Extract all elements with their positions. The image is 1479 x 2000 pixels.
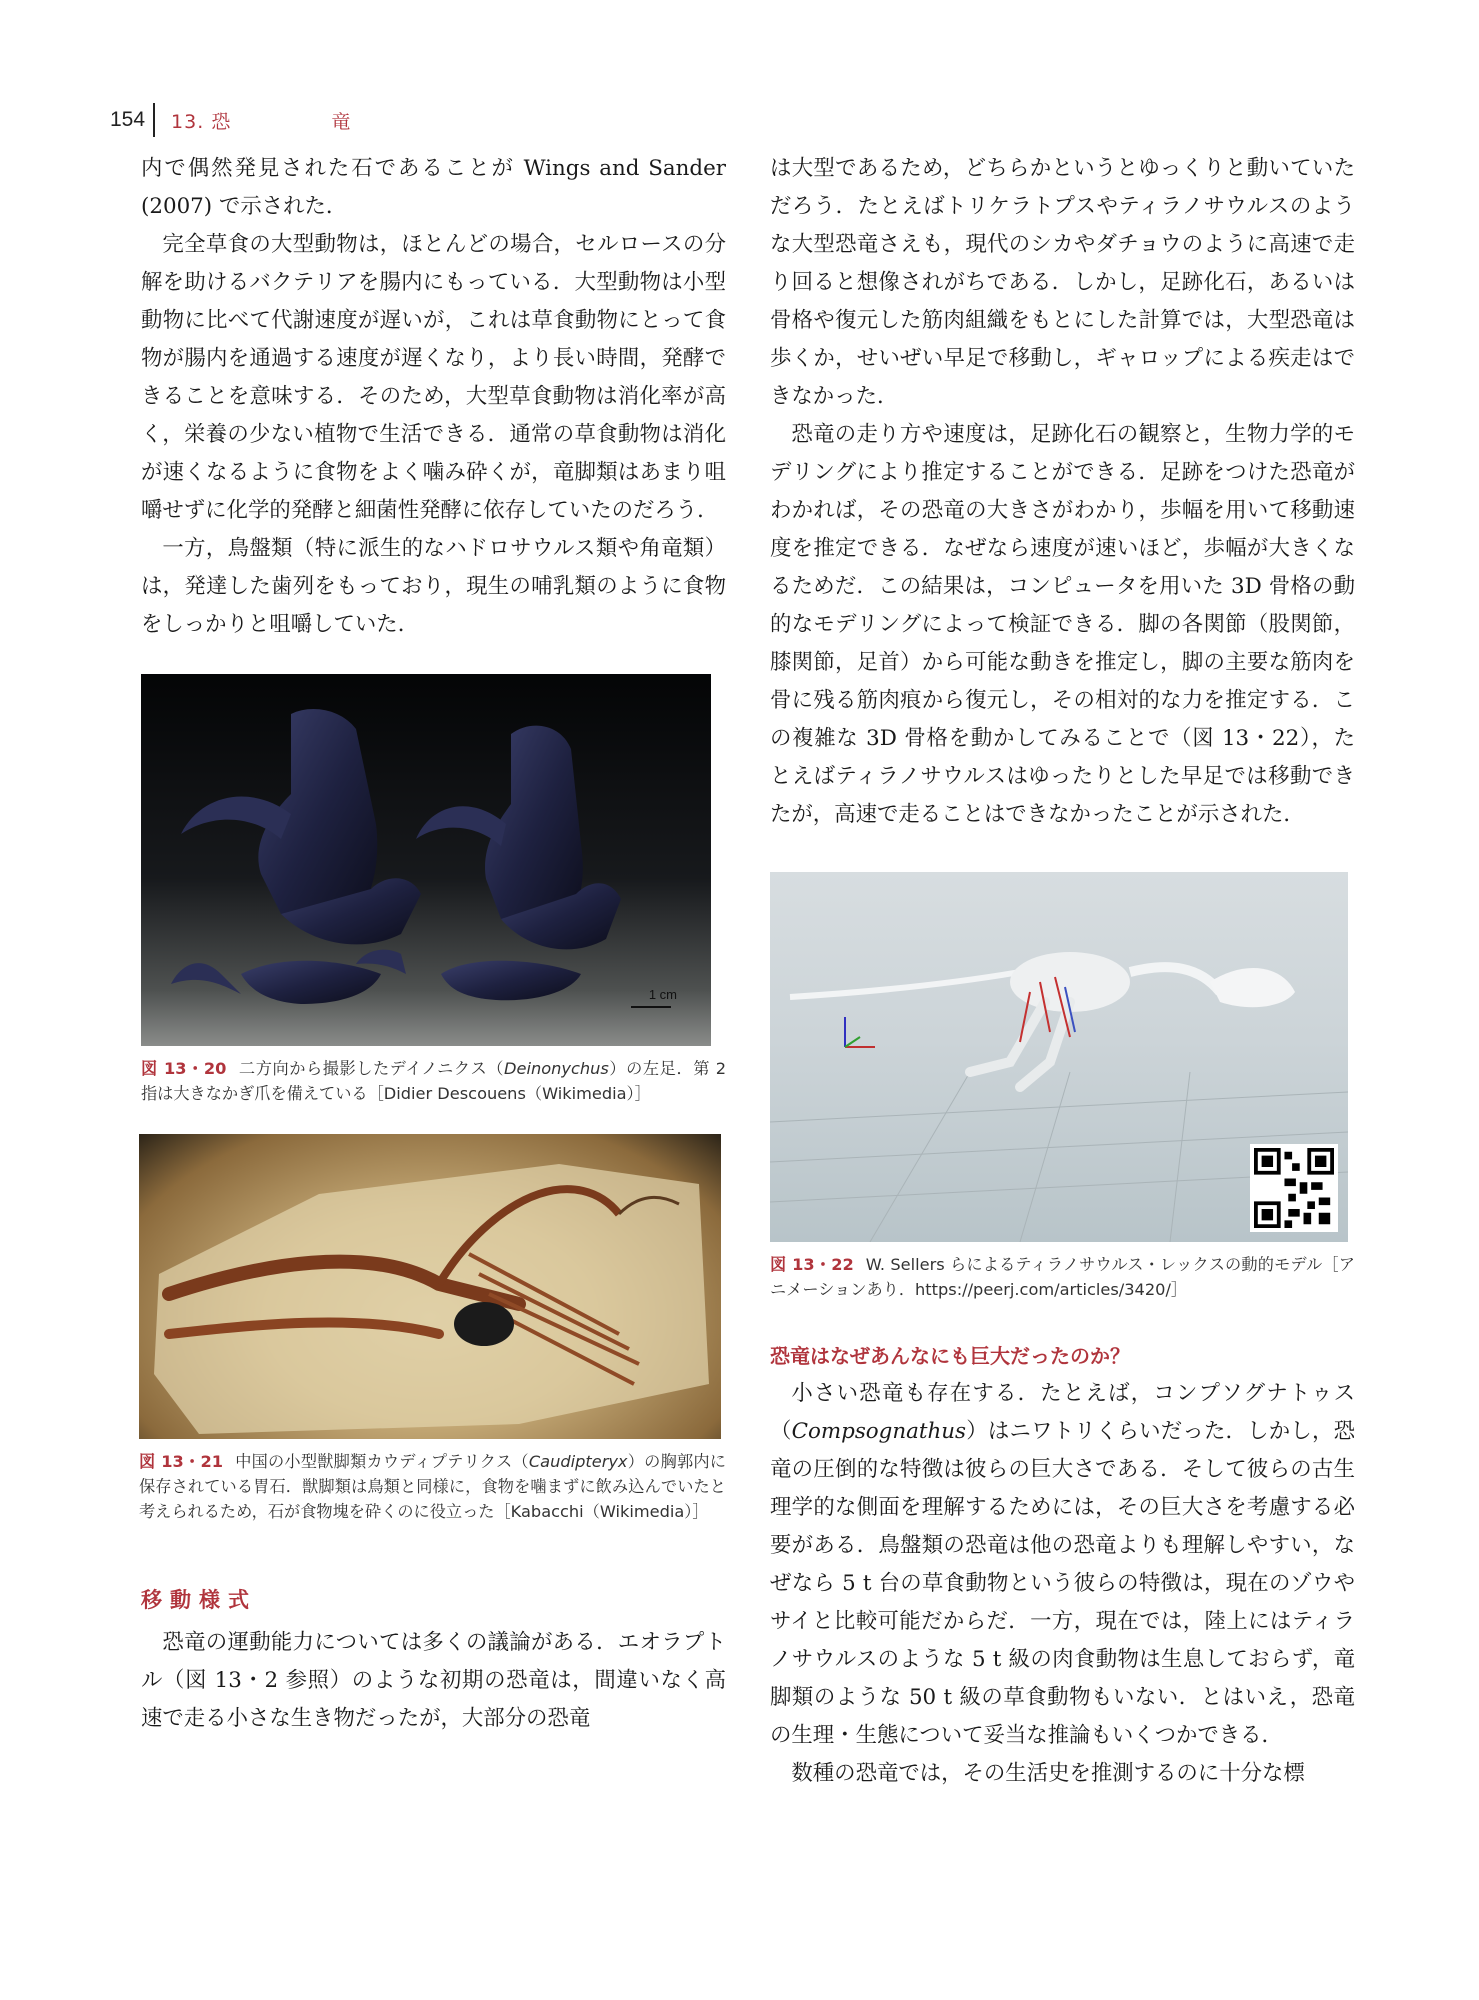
figure-caption: 図 13・20 二方向から撮影したデイノニクス（Deinonychus）の左足．第 2 指は大きなかぎ爪を備えている［Didier Descouens（Wikimedia）］	[141, 1059, 726, 1103]
page-number: 154	[110, 108, 146, 131]
deinonychus-foot-photo	[141, 674, 711, 1046]
claw-illustration	[141, 674, 711, 1046]
paragraph: 恐竜の走り方や速度は，足跡化石の観察と，生物力学的モデリングにより推定することができる．足跡をつけた恐竜がわかれば，その恐竜の大きさがわかり，歩幅を用いて移動速度を推定できる．なぜなら速度が速いほど，歩幅が大きくなるためだ．この結果は，コンピュータを用いた 3D 骨格の動的なモデリングによって検証できる．脚の各関節（股関節，膝関節，足首）から可能な動きを推定し，脚の主要な筋肉を骨に残る筋肉痕から復元し，その相対的な力を推定する．この複雑な 3D 骨格を動かしてみることで（図 13・22），たとえばティラノサウルスはゆったりとした早足では移動できたが，高速で走ることはできなかったことが示された．	[770, 422, 1355, 827]
figure-13-21	[139, 1134, 726, 1524]
left-column	[141, 150, 726, 1738]
paragraph: 恐竜の運動能力については多くの議論がある．エオラプトル（図 13・2 参照）のような初期の恐竜は，間違いなく高速で走る小さな生き物だったが，大部分の恐竜	[141, 1630, 726, 1731]
paragraph: 数種の恐竜では，その生活史を推測するのに十分な標	[791, 1761, 1305, 1786]
paragraph: 完全草食の大型動物は，ほとんどの場合，セルロースの分解を助けるバクテリアを腸内にもっている．大型動物は小型動物に比べて代謝速度が遅いが，これは草食動物にとって食物が腸内を通過する速度が遅くなり，より長い時間，発酵できることを意味する．そのため，大型草食動物は消化率が高く，栄養の少ない植物で生活できる．通常の草食動物は消化が速くなるように食物をよく噛み砕くが，竜脚類はあまり咀嚼せずに化学的発酵と細菌性発酵に依存していたのだろう．	[141, 232, 726, 523]
figure-label: 図 13・21	[139, 1452, 223, 1471]
chapter-number: 13.	[171, 110, 205, 133]
chapter-title	[171, 107, 351, 134]
caudipteryx-fossil-photo	[139, 1134, 721, 1439]
paragraph: 小さい恐竜も存在する．たとえば，コンプソグナトゥス（Compsognathus）はニワトリくらいだった．しかし，恐竜の圧倒的な特徴は彼らの巨大さである．そして彼らの古生理学的な側面を理解するためには，その巨大さを考慮する必要がある．鳥盤類の恐竜は他の恐竜よりも理解しやすい，なぜなら 5 t 台の草食動物という彼らの特徴は，現在のゾウやサイと比較可能だからだ．一方，現在では，陸上にはティラノサウルスのような 5 t 級の肉食動物は生息しておらず，竜脚類のような 50 t 級の草食動物もいない．とはいえ，恐竜の生理・生態について妥当な推論もいくつかできる．	[770, 1381, 1355, 1748]
scale-bar-label: 1 cm	[648, 987, 677, 1002]
scale-bar	[631, 1006, 671, 1008]
header-rule	[153, 103, 155, 137]
paragraph: は大型であるため，どちらかというとゆっくりと動いていただろう．たとえばトリケラトプスやティラノサウルスのような大型恐竜さえも，現代のシカやダチョウのように高速で走り回ると想像されがちである．しかし，足跡化石，あるいは骨格や復元した筋肉組織をもとにした計算では，大型恐竜は歩くか，せいぜい早足で移動し，ギャロップによる疾走はできなかった．	[770, 156, 1355, 409]
paragraph: 内で偶然発見された石であることが Wings and Sander (2007) で示された．	[141, 156, 726, 219]
chapter-title-a: 恐	[211, 110, 232, 133]
figure-13-22	[770, 872, 1355, 1302]
figure-caption: 図 13・21 中国の小型獣脚類カウディプテリクス（Caudipteryx）の胸郭内に保存されている胃石．獣脚類は鳥類と同様に，食物を噛まずに飲み込んでいたと考えられるため，石が食物塊を砕くのに役立った［Kabacchi（Wikimedia）］	[139, 1452, 726, 1521]
figure-13-20	[141, 674, 726, 1106]
right-column	[770, 150, 1355, 1793]
figure-label: 図 13・20	[141, 1059, 227, 1078]
chapter-title-b: 竜	[331, 110, 352, 133]
running-header	[110, 100, 351, 140]
section-heading: 移動様式	[141, 1588, 257, 1612]
qr-code[interactable]	[1250, 1144, 1338, 1232]
figure-label: 図 13・22	[770, 1255, 854, 1274]
figure-caption: 図 13・22 W. Sellers らによるティラノサウルス・レックスの動的モデル［アニメーションあり．https://peerj.com/articles/3420/］	[770, 1255, 1355, 1299]
paragraph: 一方，鳥盤類（特に派生的なハドロサウルス類や角竜類）は，発達した歯列をもっており，現生の哺乳類のように食物をしっかりと咀嚼していた．	[141, 536, 726, 637]
trex-model-render	[770, 872, 1348, 1242]
fossil-illustration	[139, 1134, 721, 1439]
section-heading: 恐竜はなぜあんなにも巨大だったのか？	[770, 1344, 1130, 1368]
